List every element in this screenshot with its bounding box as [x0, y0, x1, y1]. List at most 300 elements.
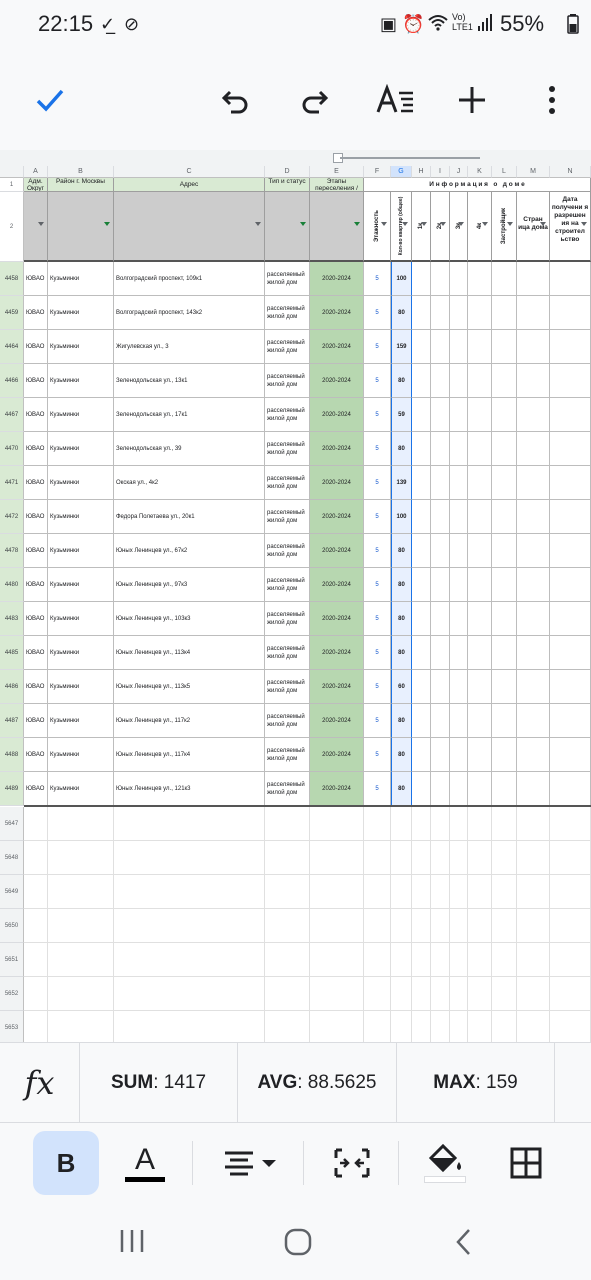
cell-type[interactable]: расселяемый жилой дом [265, 432, 310, 466]
cell-empty[interactable] [550, 772, 591, 806]
cell-empty[interactable] [550, 704, 591, 738]
cell-rayon[interactable]: Кузьминки [48, 670, 114, 704]
cell-empty[interactable] [450, 772, 468, 806]
header-permit-date[interactable]: Дата получени я разрешен ия на строител ьство [550, 192, 591, 262]
empty-cell[interactable] [517, 875, 550, 909]
cell-empty[interactable] [517, 704, 550, 738]
cell-empty[interactable] [431, 738, 450, 772]
cell-empty[interactable] [468, 670, 492, 704]
cell-stage[interactable]: 2020-2024 [310, 670, 364, 704]
cell-rayon[interactable]: Кузьминки [48, 568, 114, 602]
cell-address[interactable]: Зеленодольская ул., 13к1 [114, 364, 265, 398]
cell-empty[interactable] [412, 738, 431, 772]
cell-empty[interactable] [431, 772, 450, 806]
empty-cell[interactable] [48, 943, 114, 977]
cell-rayon[interactable]: Кузьминки [48, 636, 114, 670]
cell-empty[interactable] [412, 432, 431, 466]
cell-empty[interactable] [468, 738, 492, 772]
cell-empty[interactable] [517, 738, 550, 772]
cell-floors[interactable]: 5 [364, 704, 391, 738]
cell-empty[interactable] [492, 772, 517, 806]
header-rayon[interactable]: Район г. Москвы [48, 178, 114, 192]
empty-cell[interactable] [24, 807, 48, 841]
wrap-button[interactable] [330, 1131, 374, 1195]
column-header-j[interactable]: J [450, 166, 468, 178]
cell-floors[interactable]: 5 [364, 398, 391, 432]
cell-floors[interactable]: 5 [364, 534, 391, 568]
filter-active-icon[interactable] [354, 222, 360, 226]
cell-type[interactable]: расселяемый жилой дом [265, 568, 310, 602]
header-house-info[interactable]: И н ф о р м а ц и я о д о м е [364, 178, 591, 192]
row-header[interactable]: 4483 [0, 602, 24, 636]
cell-rayon[interactable]: Кузьминки [48, 738, 114, 772]
empty-cell[interactable] [468, 1011, 492, 1042]
sum-stat[interactable]: SUM : 1417 [80, 1043, 238, 1123]
cell-rayon[interactable]: Кузьминки [48, 466, 114, 500]
cell-address[interactable]: Юных Ленинцев ул., 117к2 [114, 704, 265, 738]
cell-empty[interactable] [492, 534, 517, 568]
filter-cell-a[interactable] [24, 192, 48, 262]
row-header[interactable]: 4472 [0, 500, 24, 534]
cell-okrug[interactable]: ЮВАО [24, 568, 48, 602]
avg-stat[interactable]: AVG : 88.5625 [238, 1043, 397, 1123]
header-2k[interactable]: 2к [431, 192, 450, 262]
cell-stage[interactable]: 2020-2024 [310, 330, 364, 364]
empty-cell[interactable] [550, 977, 591, 1011]
empty-cell[interactable] [468, 875, 492, 909]
horizontal-scrollbar[interactable] [0, 150, 591, 167]
cell-empty[interactable] [517, 772, 550, 806]
cell-empty[interactable] [450, 432, 468, 466]
cell-type[interactable]: расселяемый жилой дом [265, 398, 310, 432]
cell-empty[interactable] [450, 534, 468, 568]
filter-cell-d[interactable] [265, 192, 310, 262]
cell-empty[interactable] [412, 466, 431, 500]
cell-empty[interactable] [468, 568, 492, 602]
cell-empty[interactable] [431, 534, 450, 568]
insert-button[interactable] [450, 78, 494, 122]
column-header-k[interactable]: K [468, 166, 492, 178]
cell-okrug[interactable]: ЮВАО [24, 466, 48, 500]
empty-cell[interactable] [517, 807, 550, 841]
cell-empty[interactable] [431, 466, 450, 500]
cell-flats[interactable]: 80 [391, 602, 412, 636]
cell-empty[interactable] [517, 398, 550, 432]
cell-empty[interactable] [468, 636, 492, 670]
empty-cell[interactable] [114, 807, 265, 841]
row-header[interactable]: 5647 [0, 807, 24, 841]
column-header-b[interactable]: B [48, 166, 114, 178]
cell-empty[interactable] [492, 262, 517, 296]
header-stages[interactable]: Этапы переселения / [310, 178, 364, 192]
cell-empty[interactable] [468, 398, 492, 432]
cell-okrug[interactable]: ЮВАО [24, 398, 48, 432]
cell-empty[interactable] [492, 670, 517, 704]
cell-flats[interactable]: 80 [391, 364, 412, 398]
cell-stage[interactable]: 2020-2024 [310, 704, 364, 738]
cell-rayon[interactable]: Кузьминки [48, 432, 114, 466]
cell-okrug[interactable]: ЮВАО [24, 636, 48, 670]
cell-empty[interactable] [431, 602, 450, 636]
cell-empty[interactable] [468, 466, 492, 500]
filter-icon[interactable] [421, 222, 427, 226]
cell-flats[interactable]: 80 [391, 772, 412, 806]
cell-empty[interactable] [431, 330, 450, 364]
empty-cell[interactable] [48, 807, 114, 841]
filter-icon[interactable] [38, 222, 44, 226]
cell-type[interactable]: расселяемый жилой дом [265, 636, 310, 670]
header-type-status[interactable]: Тип и статус [265, 178, 310, 192]
cell-okrug[interactable]: ЮВАО [24, 296, 48, 330]
cell-okrug[interactable]: ЮВАО [24, 364, 48, 398]
column-header-l[interactable]: L [492, 166, 517, 178]
header-flats-total[interactable]: Кол-во квартир (общее) [391, 192, 412, 262]
empty-cell[interactable] [412, 841, 431, 875]
empty-cell[interactable] [492, 875, 517, 909]
cell-empty[interactable] [492, 432, 517, 466]
row-header[interactable]: 5651 [0, 943, 24, 977]
back-button[interactable] [455, 1228, 473, 1261]
filter-icon[interactable] [581, 222, 587, 226]
filter-icon[interactable] [440, 222, 446, 226]
cell-flats[interactable]: 80 [391, 704, 412, 738]
row-header[interactable]: 4478 [0, 534, 24, 568]
cell-rayon[interactable]: Кузьминки [48, 330, 114, 364]
row-header[interactable]: 4458 [0, 262, 24, 296]
cell-address[interactable]: Юных Ленинцев ул., 113к4 [114, 636, 265, 670]
cell-empty[interactable] [450, 364, 468, 398]
filter-active-icon[interactable] [104, 222, 110, 226]
max-stat[interactable]: MAX : 159 [397, 1043, 555, 1123]
cell-empty[interactable] [412, 398, 431, 432]
empty-cell[interactable] [431, 943, 450, 977]
empty-cell[interactable] [310, 875, 364, 909]
empty-cell[interactable] [391, 807, 412, 841]
row-header[interactable]: 5652 [0, 977, 24, 1011]
row-header[interactable]: 1 [0, 178, 24, 192]
cell-flats[interactable]: 159 [391, 330, 412, 364]
cell-flats[interactable]: 80 [391, 636, 412, 670]
empty-cell[interactable] [492, 943, 517, 977]
filter-icon[interactable] [507, 222, 513, 226]
column-header-a[interactable]: A [24, 166, 48, 178]
empty-cell[interactable] [412, 807, 431, 841]
cell-stage[interactable]: 2020-2024 [310, 636, 364, 670]
cell-floors[interactable]: 5 [364, 296, 391, 330]
empty-cell[interactable] [114, 909, 265, 943]
bold-button[interactable]: B [33, 1131, 99, 1195]
empty-cell[interactable] [468, 977, 492, 1011]
cell-floors[interactable]: 5 [364, 772, 391, 806]
column-header-i[interactable]: I [431, 166, 450, 178]
cell-floors[interactable]: 5 [364, 568, 391, 602]
cell-type[interactable]: расселяемый жилой дом [265, 670, 310, 704]
empty-cell[interactable] [517, 977, 550, 1011]
empty-cell[interactable] [450, 977, 468, 1011]
cell-empty[interactable] [468, 296, 492, 330]
empty-cell[interactable] [310, 807, 364, 841]
cell-floors[interactable]: 5 [364, 500, 391, 534]
cell-flats[interactable]: 60 [391, 670, 412, 704]
cell-type[interactable]: расселяемый жилой дом [265, 602, 310, 636]
cell-empty[interactable] [517, 330, 550, 364]
cell-floors[interactable]: 5 [364, 602, 391, 636]
cell-empty[interactable] [468, 500, 492, 534]
align-button[interactable] [220, 1131, 280, 1195]
empty-cell[interactable] [265, 841, 310, 875]
fx-icon[interactable]: fx [0, 1043, 80, 1123]
cell-empty[interactable] [468, 364, 492, 398]
cell-stage[interactable]: 2020-2024 [310, 432, 364, 466]
empty-cell[interactable] [391, 841, 412, 875]
recent-apps-button[interactable] [118, 1228, 146, 1259]
empty-cell[interactable] [364, 909, 391, 943]
empty-cell[interactable] [310, 977, 364, 1011]
empty-cell[interactable] [265, 1011, 310, 1042]
cell-empty[interactable] [492, 636, 517, 670]
cell-stage[interactable]: 2020-2024 [310, 296, 364, 330]
cell-empty[interactable] [550, 262, 591, 296]
row-header[interactable]: 5649 [0, 875, 24, 909]
row-header[interactable]: 5648 [0, 841, 24, 875]
empty-cell[interactable] [412, 875, 431, 909]
empty-cell[interactable] [24, 977, 48, 1011]
cell-empty[interactable] [517, 602, 550, 636]
cell-empty[interactable] [450, 262, 468, 296]
row-header[interactable]: 4470 [0, 432, 24, 466]
cell-empty[interactable] [492, 602, 517, 636]
empty-cell[interactable] [391, 977, 412, 1011]
cell-address[interactable]: Жигулевская ул., 3 [114, 330, 265, 364]
cell-empty[interactable] [412, 704, 431, 738]
cell-okrug[interactable]: ЮВАО [24, 772, 48, 806]
cell-empty[interactable] [450, 568, 468, 602]
empty-cell[interactable] [265, 943, 310, 977]
cell-address[interactable]: Юных Ленинцев ул., 97к3 [114, 568, 265, 602]
cell-address[interactable]: Федора Полетаева ул., 20к1 [114, 500, 265, 534]
cell-flats[interactable]: 139 [391, 466, 412, 500]
cell-empty[interactable] [550, 534, 591, 568]
cell-empty[interactable] [468, 534, 492, 568]
cell-okrug[interactable]: ЮВАО [24, 432, 48, 466]
cell-address[interactable]: Юных Ленинцев ул., 113к5 [114, 670, 265, 704]
empty-cell[interactable] [450, 943, 468, 977]
cell-empty[interactable] [412, 262, 431, 296]
header-developer[interactable]: Застройщик [492, 192, 517, 262]
cell-empty[interactable] [412, 772, 431, 806]
empty-cell[interactable] [48, 1011, 114, 1042]
cell-empty[interactable] [412, 330, 431, 364]
cell-empty[interactable] [517, 296, 550, 330]
filter-icon[interactable] [381, 222, 387, 226]
cell-floors[interactable]: 5 [364, 738, 391, 772]
cell-empty[interactable] [550, 500, 591, 534]
empty-cell[interactable] [48, 875, 114, 909]
spreadsheet-grid[interactable] [0, 150, 591, 1042]
header-4k[interactable]: 4к [468, 192, 492, 262]
cell-empty[interactable] [450, 500, 468, 534]
empty-cell[interactable] [265, 807, 310, 841]
cell-empty[interactable] [431, 636, 450, 670]
row-header[interactable]: 4489 [0, 772, 24, 806]
text-color-button[interactable] [120, 1131, 170, 1195]
filter-icon[interactable] [458, 222, 464, 226]
empty-cell[interactable] [364, 807, 391, 841]
empty-cell[interactable] [391, 875, 412, 909]
cell-floors[interactable]: 5 [364, 670, 391, 704]
empty-cell[interactable] [391, 943, 412, 977]
column-header-n[interactable]: N [550, 166, 591, 178]
cell-empty[interactable] [412, 296, 431, 330]
cell-empty[interactable] [517, 364, 550, 398]
empty-cell[interactable] [450, 807, 468, 841]
cell-type[interactable]: расселяемый жилой дом [265, 704, 310, 738]
row-header[interactable]: 4487 [0, 704, 24, 738]
row-header[interactable]: 2 [0, 192, 24, 262]
cell-empty[interactable] [517, 432, 550, 466]
cell-okrug[interactable]: ЮВАО [24, 262, 48, 296]
cell-type[interactable]: расселяемый жилой дом [265, 296, 310, 330]
more-options-button[interactable] [530, 78, 574, 122]
cell-empty[interactable] [550, 738, 591, 772]
empty-cell[interactable] [431, 977, 450, 1011]
column-header-e[interactable]: E [310, 166, 364, 178]
cell-flats[interactable]: 100 [391, 500, 412, 534]
cell-empty[interactable] [412, 670, 431, 704]
done-button[interactable] [28, 78, 72, 122]
row-header[interactable]: 4480 [0, 568, 24, 602]
header-3k[interactable]: 3к [450, 192, 468, 262]
cell-okrug[interactable]: ЮВАО [24, 500, 48, 534]
cell-empty[interactable] [450, 602, 468, 636]
cell-flats[interactable]: 80 [391, 534, 412, 568]
cell-empty[interactable] [468, 704, 492, 738]
empty-cell[interactable] [431, 1011, 450, 1042]
stats-overflow[interactable] [555, 1043, 591, 1123]
empty-cell[interactable] [550, 807, 591, 841]
cell-empty[interactable] [412, 568, 431, 602]
cell-type[interactable]: расселяемый жилой дом [265, 500, 310, 534]
cell-empty[interactable] [431, 364, 450, 398]
cell-empty[interactable] [492, 738, 517, 772]
empty-cell[interactable] [24, 943, 48, 977]
cell-empty[interactable] [450, 296, 468, 330]
empty-cell[interactable] [364, 841, 391, 875]
cell-empty[interactable] [492, 500, 517, 534]
cell-floors[interactable]: 5 [364, 432, 391, 466]
cell-empty[interactable] [550, 636, 591, 670]
cell-type[interactable]: расселяемый жилой дом [265, 738, 310, 772]
header-adm-okrug[interactable]: Адм. Округ [24, 178, 48, 192]
empty-cell[interactable] [450, 909, 468, 943]
cell-empty[interactable] [431, 704, 450, 738]
cell-empty[interactable] [492, 568, 517, 602]
empty-cell[interactable] [114, 841, 265, 875]
cell-stage[interactable]: 2020-2024 [310, 738, 364, 772]
row-header[interactable]: 4464 [0, 330, 24, 364]
cell-address[interactable]: Волгоградский проспект, 143к2 [114, 296, 265, 330]
empty-cell[interactable] [310, 943, 364, 977]
cell-stage[interactable]: 2020-2024 [310, 398, 364, 432]
cell-floors[interactable]: 5 [364, 262, 391, 296]
row-header[interactable]: 5653 [0, 1011, 24, 1042]
row-header[interactable]: 4466 [0, 364, 24, 398]
cell-empty[interactable] [431, 670, 450, 704]
column-header-g[interactable]: G [391, 166, 412, 178]
cell-type[interactable]: расселяемый жилой дом [265, 330, 310, 364]
empty-cell[interactable] [550, 841, 591, 875]
cell-empty[interactable] [431, 296, 450, 330]
cell-empty[interactable] [550, 602, 591, 636]
empty-cell[interactable] [468, 909, 492, 943]
cell-empty[interactable] [450, 670, 468, 704]
empty-cell[interactable] [517, 943, 550, 977]
cell-address[interactable]: Волгоградский проспект, 109к1 [114, 262, 265, 296]
empty-cell[interactable] [468, 807, 492, 841]
cell-empty[interactable] [431, 500, 450, 534]
empty-cell[interactable] [412, 909, 431, 943]
cell-empty[interactable] [431, 262, 450, 296]
cell-stage[interactable]: 2020-2024 [310, 262, 364, 296]
cell-empty[interactable] [550, 398, 591, 432]
header-address[interactable]: Адрес [114, 178, 265, 192]
header-house-page[interactable]: Стран ица дома [517, 192, 550, 262]
cell-okrug[interactable]: ЮВАО [24, 602, 48, 636]
empty-cell[interactable] [412, 977, 431, 1011]
cell-empty[interactable] [550, 432, 591, 466]
empty-cell[interactable] [468, 943, 492, 977]
header-floors[interactable]: Этажность [364, 192, 391, 262]
empty-cell[interactable] [517, 841, 550, 875]
cell-rayon[interactable]: Кузьминки [48, 602, 114, 636]
column-header-c[interactable]: C [114, 166, 265, 178]
empty-cell[interactable] [550, 943, 591, 977]
filter-active-icon[interactable] [300, 222, 306, 226]
cell-rayon[interactable]: Кузьминки [48, 500, 114, 534]
header-1k[interactable]: 1к [412, 192, 431, 262]
cell-empty[interactable] [492, 704, 517, 738]
empty-cell[interactable] [24, 841, 48, 875]
cell-rayon[interactable]: Кузьминки [48, 772, 114, 806]
empty-cell[interactable] [265, 909, 310, 943]
filter-icon[interactable] [482, 222, 488, 226]
empty-cell[interactable] [24, 909, 48, 943]
cell-empty[interactable] [450, 636, 468, 670]
empty-cell[interactable] [431, 909, 450, 943]
cell-empty[interactable] [517, 670, 550, 704]
row-header[interactable]: 4459 [0, 296, 24, 330]
row-header[interactable]: 4485 [0, 636, 24, 670]
cell-empty[interactable] [412, 500, 431, 534]
filter-icon[interactable] [540, 222, 546, 226]
cell-rayon[interactable]: Кузьминки [48, 262, 114, 296]
empty-cell[interactable] [431, 807, 450, 841]
cell-type[interactable]: расселяемый жилой дом [265, 534, 310, 568]
row-header[interactable]: 5650 [0, 909, 24, 943]
cell-empty[interactable] [450, 466, 468, 500]
fill-color-button[interactable] [422, 1131, 468, 1195]
scroll-thumb[interactable] [340, 157, 480, 159]
undo-button[interactable] [214, 78, 258, 122]
cell-rayon[interactable]: Кузьминки [48, 534, 114, 568]
filter-cell-e[interactable] [310, 192, 364, 262]
row-header[interactable]: 4486 [0, 670, 24, 704]
cell-empty[interactable] [431, 568, 450, 602]
empty-cell[interactable] [364, 1011, 391, 1042]
cell-empty[interactable] [550, 330, 591, 364]
cell-address[interactable]: Зеленодольская ул., 17к1 [114, 398, 265, 432]
cell-rayon[interactable]: Кузьминки [48, 296, 114, 330]
